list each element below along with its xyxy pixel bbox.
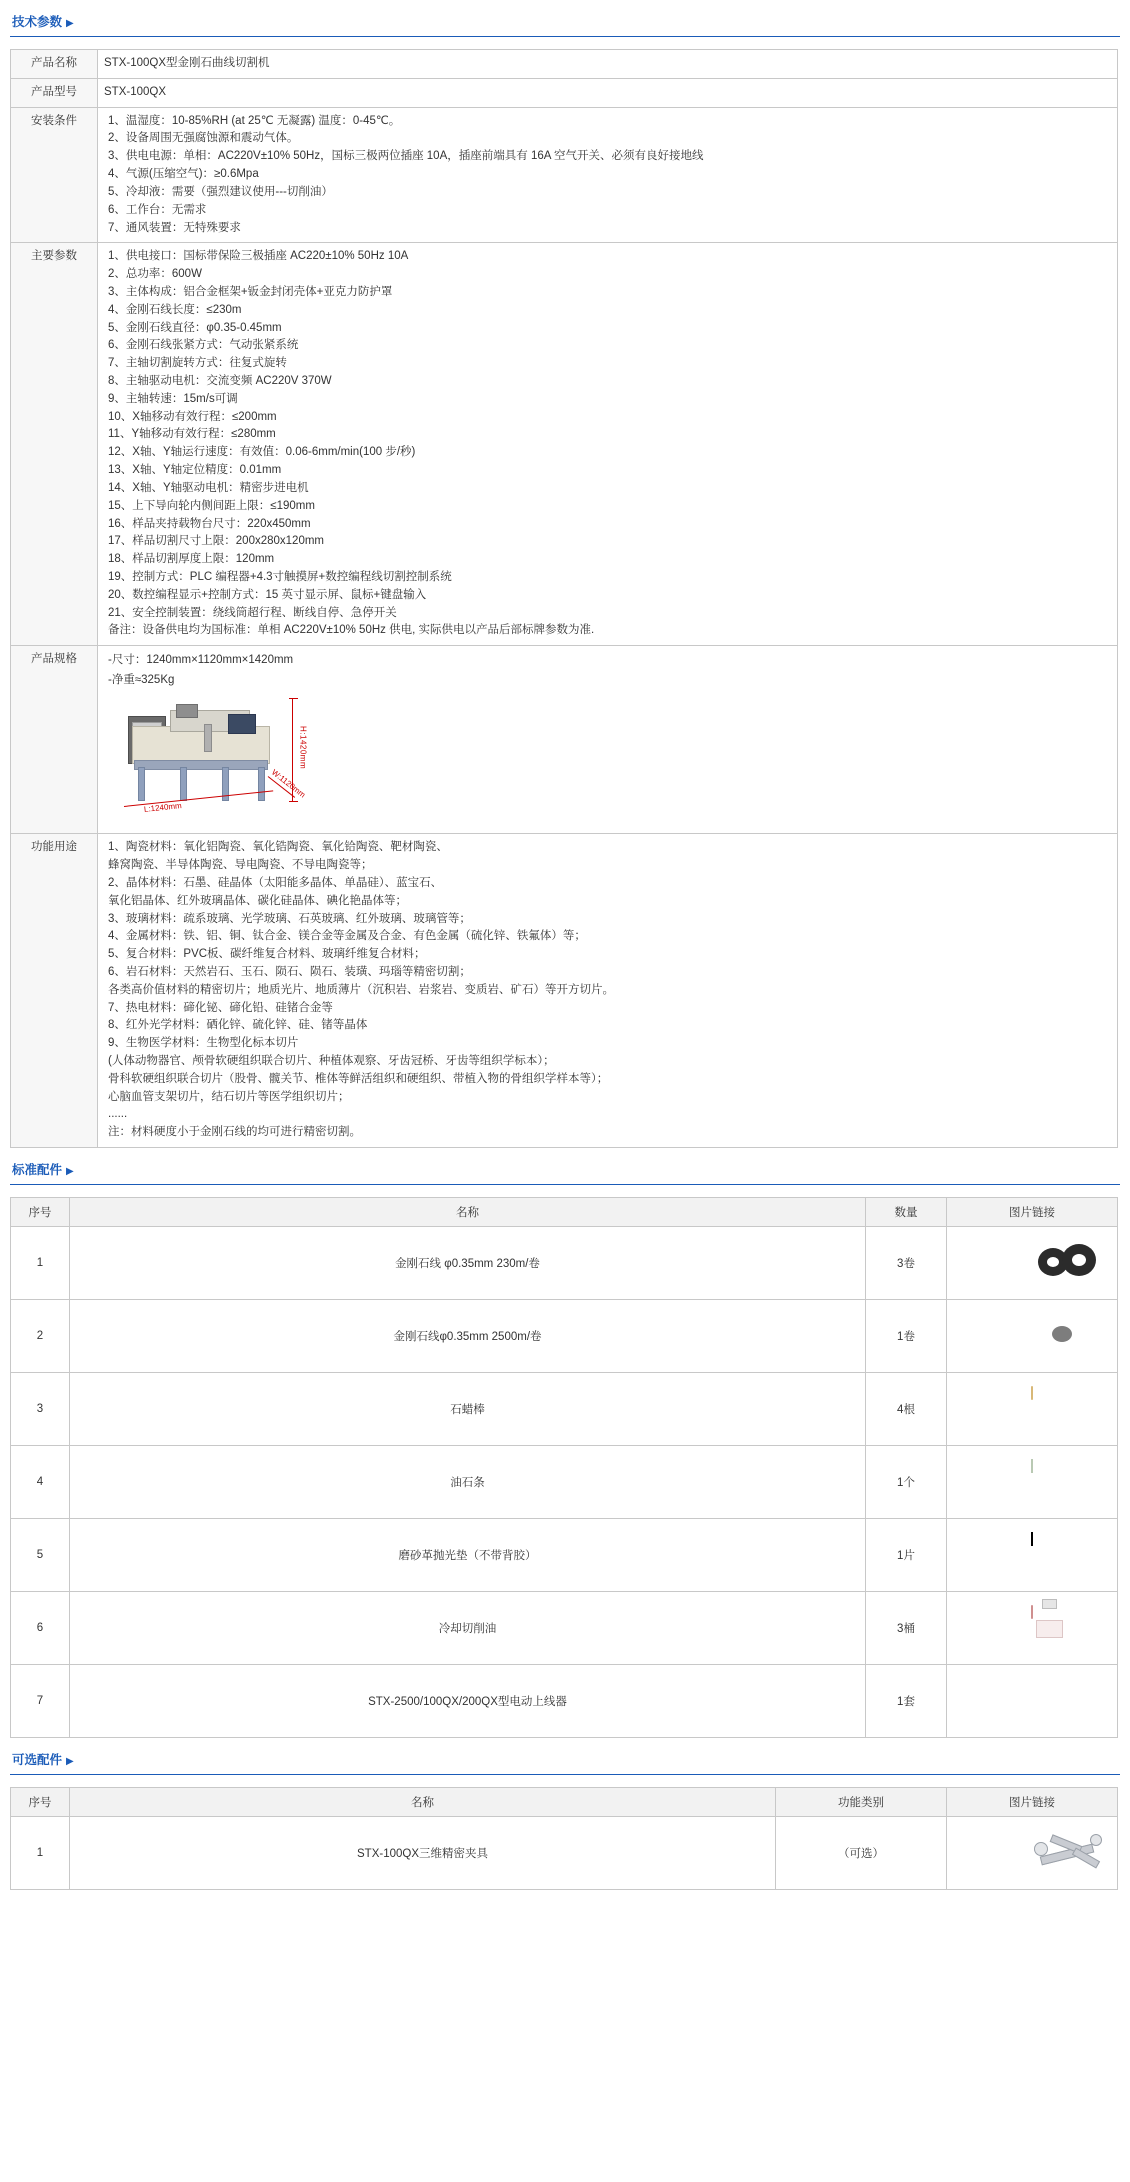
table-row xyxy=(11,1592,1118,1665)
machine-control-panel xyxy=(228,714,256,734)
main-param-line: 2、总功率：600W xyxy=(108,268,202,281)
diamond-wire-coil-image xyxy=(997,1240,1067,1284)
machine-photo xyxy=(118,698,348,818)
cell-index: 5 xyxy=(11,1519,70,1592)
table-row xyxy=(11,646,1118,834)
column-header-name: 名称 xyxy=(70,1788,776,1817)
cell-image xyxy=(947,1519,1118,1592)
dimension-line: -尺寸：1240mm×1120mm×1420mm xyxy=(108,654,294,667)
cell-index: 1 xyxy=(11,1817,70,1890)
section-title-standard-accessories: 标准配件 xyxy=(12,1163,63,1178)
cell-index: 4 xyxy=(11,1446,70,1519)
row-value-install-conditions xyxy=(98,107,1118,243)
cell-index: 6 xyxy=(11,1592,70,1665)
table-row xyxy=(11,1446,1118,1519)
table-row xyxy=(11,50,1118,79)
main-param-line: 10、X轴移动有效行程：≤200mm xyxy=(108,410,277,423)
row-value-usage xyxy=(98,834,1118,1148)
cell-category: （可选） xyxy=(776,1817,947,1890)
usage-line: 5、复合材料：PVC板、碳纤维复合材料、玻璃纤维复合材料； xyxy=(108,948,426,961)
cell-image xyxy=(947,1592,1118,1665)
table-row xyxy=(11,107,1118,243)
main-param-line: 4、金刚石线长度：≤230m xyxy=(108,303,242,316)
paraffin-stick-image xyxy=(997,1387,1067,1431)
cell-image xyxy=(947,1227,1118,1300)
optional-accessories-table xyxy=(10,1787,1118,1890)
column-header-quantity: 数量 xyxy=(866,1198,947,1227)
main-param-line: 14、X轴、Y轴驱动电机：精密步进电机 xyxy=(108,481,309,494)
section-title-optional-accessories: 可选配件 xyxy=(12,1753,63,1768)
usage-line: 蜂窝陶瓷、半导体陶瓷、导电陶瓷、不导电陶瓷等； xyxy=(108,859,373,872)
cell-index: 2 xyxy=(11,1300,70,1373)
main-param-line: 6、金刚石线张紧方式：气动张紧系统 xyxy=(108,339,299,352)
install-line: 2、设备周围无强腐蚀源和震动气体。 xyxy=(108,132,299,145)
usage-line: 6、岩石材料：天然岩石、玉石、陨石、陨石、装璜、玛瑙等精密切割； xyxy=(108,965,471,978)
main-param-line: 3、主体构成：铝合金框架+钣金封闭壳体+亚克力防护罩 xyxy=(108,285,393,298)
cell-quantity: 1个 xyxy=(866,1446,947,1519)
usage-line: 3、玻璃材料：疏系玻璃、光学玻璃、石英玻璃、红外玻璃、玻璃管等； xyxy=(108,912,471,925)
usage-line: ...... xyxy=(108,1108,128,1121)
divider xyxy=(10,1774,1120,1775)
machine-base xyxy=(134,760,268,770)
usage-line: 1、陶瓷材料：氧化铝陶瓷、氧化锆陶瓷、氧化铪陶瓷、靶材陶瓷、 xyxy=(108,841,448,854)
main-param-line: 20、数控编程显示+控制方式：15 英寸显示屏、鼠标+键盘输入 xyxy=(108,588,427,601)
row-label-install-conditions: 安装条件 xyxy=(11,107,98,243)
usage-line: 氧化铝晶体、红外玻璃晶体、碳化硅晶体、碘化艳晶体等； xyxy=(108,894,407,907)
section-header-standard-accessories xyxy=(0,1148,1130,1184)
table-header-row xyxy=(11,1198,1118,1227)
install-line: 6、工作台：无需求 xyxy=(108,203,207,216)
diamond-wire-spool-image xyxy=(997,1313,1067,1357)
column-header-image-link: 图片链接 xyxy=(947,1198,1118,1227)
cell-name: 磨砂革抛光垫（不带背胶） xyxy=(70,1519,866,1592)
polishing-pad-image xyxy=(997,1533,1067,1577)
cell-quantity: 1片 xyxy=(866,1519,947,1592)
machine-leg xyxy=(258,767,265,801)
cutting-oil-bottle-image xyxy=(997,1606,1067,1650)
row-value-product-name: STX-100QX型金刚石曲线切割机 xyxy=(98,50,1118,79)
cell-name: 金刚石线 φ0.35mm 230m/卷 xyxy=(70,1227,866,1300)
cell-quantity: 1卷 xyxy=(866,1300,947,1373)
usage-line: 心脑血管支架切片，结石切片等医学组织切片； xyxy=(108,1090,350,1103)
cell-quantity: 4根 xyxy=(866,1373,947,1446)
section-header-optional-accessories xyxy=(0,1738,1130,1774)
main-param-line: 5、金刚石线直径：φ0.35-0.45mm xyxy=(108,321,282,334)
width-dimension-label: W:1120mm xyxy=(269,768,308,800)
cell-image xyxy=(947,1373,1118,1446)
usage-line: 4、金属材料：铁、铝、铜、钛合金、镁合金等金属及合金、有色金属（硫化锌、铁氟体）等； xyxy=(108,930,586,943)
install-line: 7、通风装置：无特殊要求 xyxy=(108,221,241,234)
section-title-tech-params: 技术参数 xyxy=(12,15,63,29)
row-label-product-spec: 产品规格 xyxy=(11,646,98,834)
usage-line: 9、生物医学材料：生物型化标本切片 xyxy=(108,1037,299,1050)
cell-name: 金刚石线φ0.35mm 2500m/卷 xyxy=(70,1300,866,1373)
install-line: 1、温湿度：10-85%RH (at 25℃ 无凝露) 温度：0-45℃。 xyxy=(108,114,401,127)
table-row xyxy=(11,1227,1118,1300)
install-line: 5、冷却液：需要（强烈建议使用---切削油） xyxy=(108,185,333,198)
row-value-product-spec xyxy=(98,646,1118,834)
precision-fixture-image xyxy=(997,1830,1067,1874)
table-row xyxy=(11,243,1118,646)
main-param-line: 8、主轴驱动电机：交流变频 AC220V 370W xyxy=(108,375,332,387)
main-param-line: 18、样品切割厚度上限：120mm xyxy=(108,553,275,566)
machine-illustration xyxy=(118,704,286,804)
main-param-line: 13、X轴、Y轴定位精度：0.01mm xyxy=(108,464,282,477)
main-param-line: 11、Y轴移动有效行程：≤280mm xyxy=(108,428,276,441)
cell-name: 油石条 xyxy=(70,1446,866,1519)
triangle-right-icon: ▶ xyxy=(66,1756,74,1768)
row-label-product-model: 产品型号 xyxy=(11,78,98,107)
table-row xyxy=(11,1519,1118,1592)
install-line: 4、气源(压缩空气)：≥0.6Mpa xyxy=(108,168,259,181)
cell-name: 石蜡棒 xyxy=(70,1373,866,1446)
main-param-note: 备注：设备供电均为国标准：单相 AC220V±10% 50Hz 供电, 实际供电以产品后部标牌参数为准. xyxy=(108,624,595,637)
install-line: 3、供电电源：单相：AC220V±10% 50Hz，国标三极两位插座 10A，插座前端具有 16A 空气开关、必须有良好接地线 xyxy=(108,150,704,163)
divider xyxy=(10,36,1120,37)
machine-leg xyxy=(180,767,187,801)
table-row xyxy=(11,1817,1118,1890)
column-header-category: 功能类别 xyxy=(776,1788,947,1817)
usage-line: 8、红外光学材料：硒化锌、硫化锌、硅、锗等晶体 xyxy=(108,1019,368,1032)
column-header-image-link: 图片链接 xyxy=(947,1788,1118,1817)
machine-shaft xyxy=(204,724,212,752)
main-param-line: 16、样品夹持载物台尺寸：220x450mm xyxy=(108,517,311,530)
table-row xyxy=(11,1300,1118,1373)
main-param-line: 12、X轴、Y轴运行速度：有效值：0.06-6mm/min(100 步/秒) xyxy=(108,446,416,459)
column-header-index: 序号 xyxy=(11,1788,70,1817)
main-param-line: 9、主轴转速：15m/s可调 xyxy=(108,392,238,405)
main-param-line: 19、控制方式：PLC 编程器+4.3寸触摸屏+数控编程线切割控制系统 xyxy=(108,570,452,583)
cell-image xyxy=(947,1817,1118,1890)
triangle-right-icon: ▶ xyxy=(66,18,74,29)
table-row xyxy=(11,834,1118,1148)
main-param-line: 15、上下导向轮内侧间距上限：≤190mm xyxy=(108,499,315,512)
oil-stone-image xyxy=(997,1460,1067,1504)
cell-image xyxy=(947,1300,1118,1373)
standard-accessories-table xyxy=(10,1197,1118,1738)
main-param-line: 21、安全控制装置：绕线筒超行程、断线自停、急停开关 xyxy=(108,606,397,619)
tech-params-table xyxy=(10,49,1118,1148)
machine-leg xyxy=(138,767,145,801)
cell-image xyxy=(947,1446,1118,1519)
cell-name: 冷却切削油 xyxy=(70,1592,866,1665)
cell-name: STX-2500/100QX/200QX型电动上线器 xyxy=(70,1665,866,1738)
triangle-right-icon: ▶ xyxy=(66,1166,74,1178)
table-row xyxy=(11,78,1118,107)
table-row xyxy=(11,1373,1118,1446)
cell-quantity: 3卷 xyxy=(866,1227,947,1300)
length-dimension-label: L:1240mm xyxy=(143,801,183,815)
main-param-line: 17、样品切割尺寸上限：200x280x120mm xyxy=(108,535,325,548)
dimension-line: -净重≈325Kg xyxy=(108,673,175,686)
cell-name: STX-100QX三维精密夹具 xyxy=(70,1817,776,1890)
usage-line: (人体动物器官、颅骨软硬组织联合切片、种植体观察、牙齿冠桥、牙齿等组织学标本）； xyxy=(108,1055,555,1068)
column-header-index: 序号 xyxy=(11,1198,70,1227)
usage-line: 骨科软硬组织联合切片（股骨、髋关节、椎体等鲜活组织和硬组织、带植入物的骨组织学样本等）； xyxy=(108,1072,609,1085)
cell-quantity: 1套 xyxy=(866,1665,947,1738)
machine-arm xyxy=(176,704,198,718)
row-value-product-model: STX-100QX xyxy=(98,78,1118,107)
column-header-name: 名称 xyxy=(70,1198,866,1227)
section-header-tech-params xyxy=(0,0,1130,36)
usage-line: 各类高价值材料的精密切片；地质光片、地质薄片（沉积岩、岩浆岩、变质岩、矿石）等开方切片。 xyxy=(108,983,614,996)
row-value-main-params xyxy=(98,243,1118,646)
table-row xyxy=(11,1665,1118,1738)
usage-line: 注：材料硬度小于金刚石线的均可进行精密切割。 xyxy=(108,1126,361,1139)
cell-image xyxy=(947,1665,1118,1738)
height-dimension-label: H:1420mm xyxy=(298,726,308,770)
divider xyxy=(10,1184,1120,1185)
row-label-main-params: 主要参数 xyxy=(11,243,98,646)
cell-index: 7 xyxy=(11,1665,70,1738)
usage-line: 2、晶体材料：石墨、硅晶体（太阳能多晶体、单晶硅）、蓝宝石、 xyxy=(108,876,443,889)
row-label-usage: 功能用途 xyxy=(11,834,98,1148)
table-header-row xyxy=(11,1788,1118,1817)
main-param-line: 7、主轴切割旋转方式：往复式旋转 xyxy=(108,357,287,370)
cell-index: 3 xyxy=(11,1373,70,1446)
cell-quantity: 3桶 xyxy=(866,1592,947,1665)
cell-index: 1 xyxy=(11,1227,70,1300)
row-label-product-name: 产品名称 xyxy=(11,50,98,79)
main-param-line: 1、供电接口：国标带保险三极插座 AC220±10% 50Hz 10A xyxy=(108,250,409,263)
usage-line: 7、热电材料：碲化铋、碲化铅、硅锗合金等 xyxy=(108,1001,333,1014)
